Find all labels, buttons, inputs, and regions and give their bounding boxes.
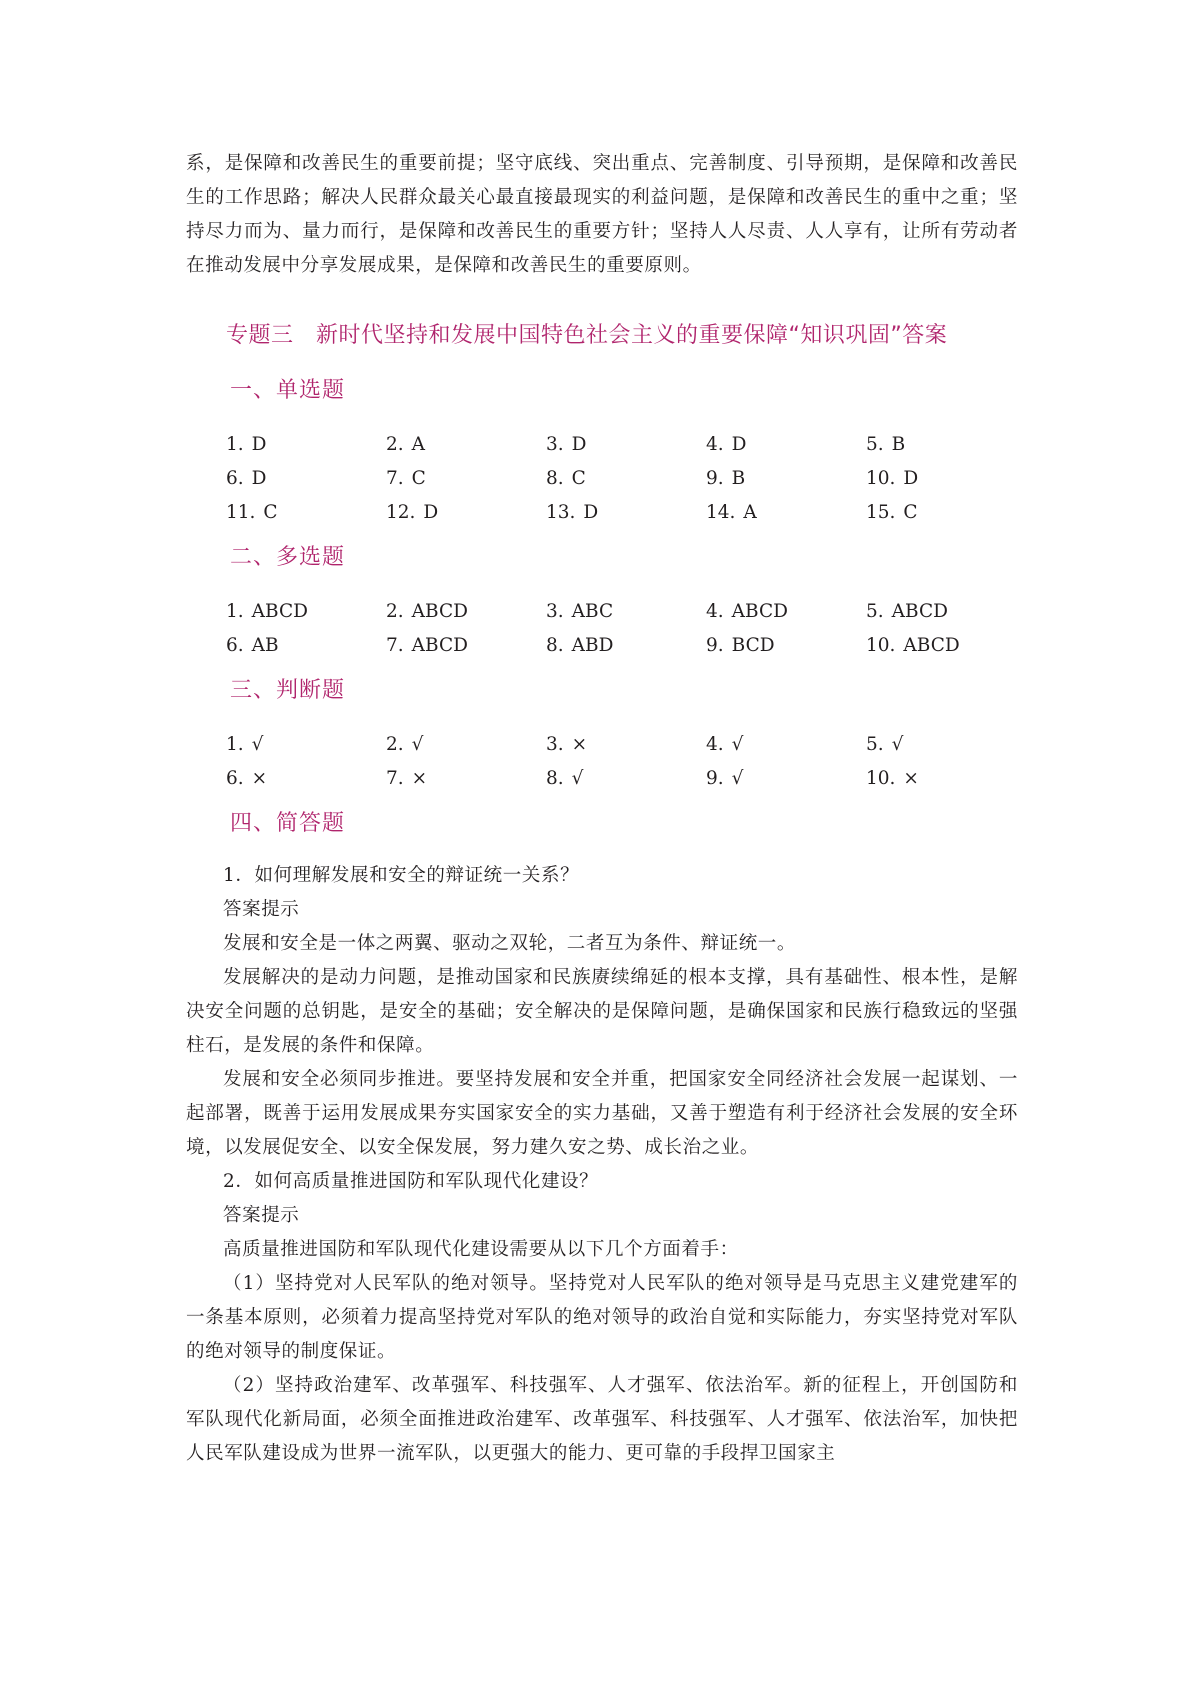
answer-value: C: [263, 502, 278, 523]
answer-cell: [546, 462, 706, 496]
answer-value: √: [411, 734, 424, 755]
question-number: 7.: [386, 768, 404, 789]
answer-1-paragraph-1: 发展和安全是一体之两翼、驱动之双轮，二者互为条件、辩证统一。: [223, 933, 797, 954]
answer-cell: [866, 595, 1026, 629]
answer-cell: [226, 462, 386, 496]
question-2: 2．如何高质量推进国防和军队现代化建设？: [223, 1171, 599, 1192]
answer-cell: [866, 762, 1026, 796]
answer-cell: [386, 462, 546, 496]
answer-value: C: [571, 468, 586, 489]
question-number: 1.: [226, 734, 244, 755]
question-number: 9.: [706, 468, 724, 489]
question-number: 15.: [866, 502, 896, 523]
question-number: 2.: [386, 434, 404, 455]
answer-hint-label-2: 答案提示: [223, 1205, 300, 1226]
true-false-grid: [226, 728, 1026, 796]
answer-value: A: [743, 502, 757, 523]
answer-value: D: [731, 434, 747, 455]
question-number: 10.: [866, 635, 896, 656]
question-number: 3.: [546, 734, 564, 755]
answer-value: ×: [571, 734, 588, 755]
answer-value: BCD: [731, 635, 775, 656]
intro-paragraph-block: [186, 147, 1018, 283]
answer-cell: [386, 595, 546, 629]
question-number: 8.: [546, 768, 564, 789]
answer-cell: [226, 428, 386, 462]
intro-paragraph: 系，是保障和改善民生的重要前提；坚守底线、突出重点、完善制度、引导预期，是保障和改善民生的工作思路；解决人民群众最关心最直接最现实的利益问题，是保障和改善民生的重中之重；坚持尽力而为、量力而行，是保障和改善民生的重要方针；坚持人人尽责、人人享有，让所有劳动者在推动发展中分享发展成果，是保障和改善民生的重要原则。: [186, 153, 1018, 276]
answer-cell: [546, 762, 706, 796]
question-number: 6.: [226, 635, 244, 656]
answer-row: [226, 595, 1026, 629]
answer-cell: [226, 728, 386, 762]
answer-cell: [866, 629, 1026, 663]
answer-cell: [546, 428, 706, 462]
answer-row: [226, 496, 1026, 530]
question-number: 7.: [386, 468, 404, 489]
answer-value: √: [731, 734, 744, 755]
answer-value: C: [411, 468, 426, 489]
single-choice-grid: [226, 428, 1026, 530]
question-number: 9.: [706, 635, 724, 656]
answer-row: [226, 762, 1026, 796]
question-number: 5.: [866, 601, 884, 622]
answer-value: √: [251, 734, 264, 755]
answer-cell: [546, 496, 706, 530]
answer-hint-label-1: 答案提示: [223, 899, 300, 920]
answer-cell: [386, 496, 546, 530]
question-number: 8.: [546, 635, 564, 656]
answer-1-paragraph-3: 发展和安全必须同步推进。要坚持发展和安全并重，把国家安全同经济社会发展一起谋划、一起部署，既善于运用发展成果夯实国家安全的实力基础，又善于塑造有利于经济社会发展的安全环境，以发展促安全、以安全保发展，努力建久安之势、成长治之业。: [186, 1069, 1018, 1158]
answer-cell: [226, 762, 386, 796]
answer-value: D: [571, 434, 587, 455]
answer-cell: [866, 462, 1026, 496]
question-number: 1.: [226, 601, 244, 622]
answer-cell: [386, 728, 546, 762]
answer-value: D: [903, 468, 919, 489]
answer-cell: [546, 595, 706, 629]
question-number: 3.: [546, 601, 564, 622]
answer-cell: [386, 428, 546, 462]
question-number: 4.: [706, 601, 724, 622]
answer-cell: [706, 629, 866, 663]
question-number: 10.: [866, 468, 896, 489]
answer-cell: [546, 629, 706, 663]
answer-value: ABCD: [731, 601, 788, 622]
answer-cell: [866, 728, 1026, 762]
answer-value: √: [571, 768, 584, 789]
answer-value: √: [731, 768, 744, 789]
question-number: 5.: [866, 434, 884, 455]
answer-cell: [706, 496, 866, 530]
answer-cell: [706, 728, 866, 762]
question-number: 2.: [386, 734, 404, 755]
question-number: 4.: [706, 734, 724, 755]
answer-value: C: [903, 502, 918, 523]
section-title: 专题三 新时代坚持和发展中国特色社会主义的重要保障“知识巩固”答案: [226, 323, 948, 348]
question-number: 8.: [546, 468, 564, 489]
answer-value: ABC: [571, 601, 614, 622]
answer-row: [226, 462, 1026, 496]
answer-cell: [226, 629, 386, 663]
answer-value: ABD: [571, 635, 614, 656]
true-false-heading: 三、判断题: [230, 678, 346, 703]
answer-value: ABCD: [411, 635, 468, 656]
single-choice-heading: 一、单选题: [230, 378, 346, 403]
multiple-choice-grid: [226, 595, 1026, 663]
answer-2-paragraph-3: （2）坚持政治建军、改革强军、科技强军、人才强军、依法治军。新的征程上，开创国防和军队现代化新局面，必须全面推进政治建军、改革强军、科技强军、人才强军、依法治军，加快把人民军队建设成为世界一流军队，以更强大的能力、更可靠的手段捍卫国家主: [186, 1375, 1018, 1464]
question-number: 7.: [386, 635, 404, 656]
question-number: 3.: [546, 434, 564, 455]
question-number: 2.: [386, 601, 404, 622]
answer-cell: [706, 595, 866, 629]
question-1: 1．如何理解发展和安全的辩证统一关系？: [223, 865, 580, 886]
question-number: 9.: [706, 768, 724, 789]
answer-value: D: [251, 468, 267, 489]
short-answer-heading: 四、简答题: [230, 811, 346, 836]
multiple-choice-heading: 二、多选题: [230, 545, 346, 570]
answer-2-paragraph-2: （1）坚持党对人民军队的绝对领导。坚持党对人民军队的绝对领导是马克思主义建党建军的一条基本原则，必须着力提高坚持党对军队的绝对领导的政治自觉和实际能力，夯实坚持党对军队的绝对领导的制度保证。: [186, 1273, 1018, 1362]
answer-cell: [866, 428, 1026, 462]
answer-cell: [706, 462, 866, 496]
answer-2-paragraph-1: 高质量推进国防和军队现代化建设需要从以下几个方面着手：: [223, 1239, 739, 1260]
short-answer-block: [186, 859, 1018, 1471]
answer-value: ABCD: [903, 635, 960, 656]
answer-row: [226, 728, 1026, 762]
answer-value: D: [583, 502, 599, 523]
question-number: 12.: [386, 502, 416, 523]
answer-value: A: [411, 434, 426, 455]
answer-value: ABCD: [891, 601, 948, 622]
question-number: 5.: [866, 734, 884, 755]
answer-row: [226, 629, 1026, 663]
answer-value: D: [423, 502, 439, 523]
question-number: 13.: [546, 502, 576, 523]
answer-cell: [226, 496, 386, 530]
question-number: 6.: [226, 768, 244, 789]
answer-value: ×: [251, 768, 268, 789]
answer-row: [226, 428, 1026, 462]
answer-value: AB: [251, 635, 279, 656]
answer-cell: [706, 762, 866, 796]
answer-cell: [866, 496, 1026, 530]
answer-cell: [226, 595, 386, 629]
answer-value: D: [251, 434, 267, 455]
question-number: 4.: [706, 434, 724, 455]
answer-1-paragraph-2: 发展解决的是动力问题，是推动国家和民族赓续绵延的根本支撑，具有基础性、根本性，是解决安全问题的总钥匙，是安全的基础；安全解决的是保障问题，是确保国家和民族行稳致远的坚强柱石，是发展的条件和保障。: [186, 967, 1018, 1056]
answer-value: ×: [411, 768, 428, 789]
question-number: 11.: [226, 502, 256, 523]
answer-value: ABCD: [251, 601, 308, 622]
answer-value: B: [891, 434, 906, 455]
answer-value: ×: [903, 768, 919, 789]
question-number: 14.: [706, 502, 736, 523]
question-number: 10.: [866, 768, 896, 789]
answer-cell: [546, 728, 706, 762]
answer-cell: [386, 762, 546, 796]
answer-value: B: [731, 468, 746, 489]
question-number: 6.: [226, 468, 244, 489]
question-number: 1.: [226, 434, 244, 455]
answer-cell: [386, 629, 546, 663]
answer-value: √: [891, 734, 904, 755]
answer-value: ABCD: [411, 601, 468, 622]
answer-cell: [706, 428, 866, 462]
